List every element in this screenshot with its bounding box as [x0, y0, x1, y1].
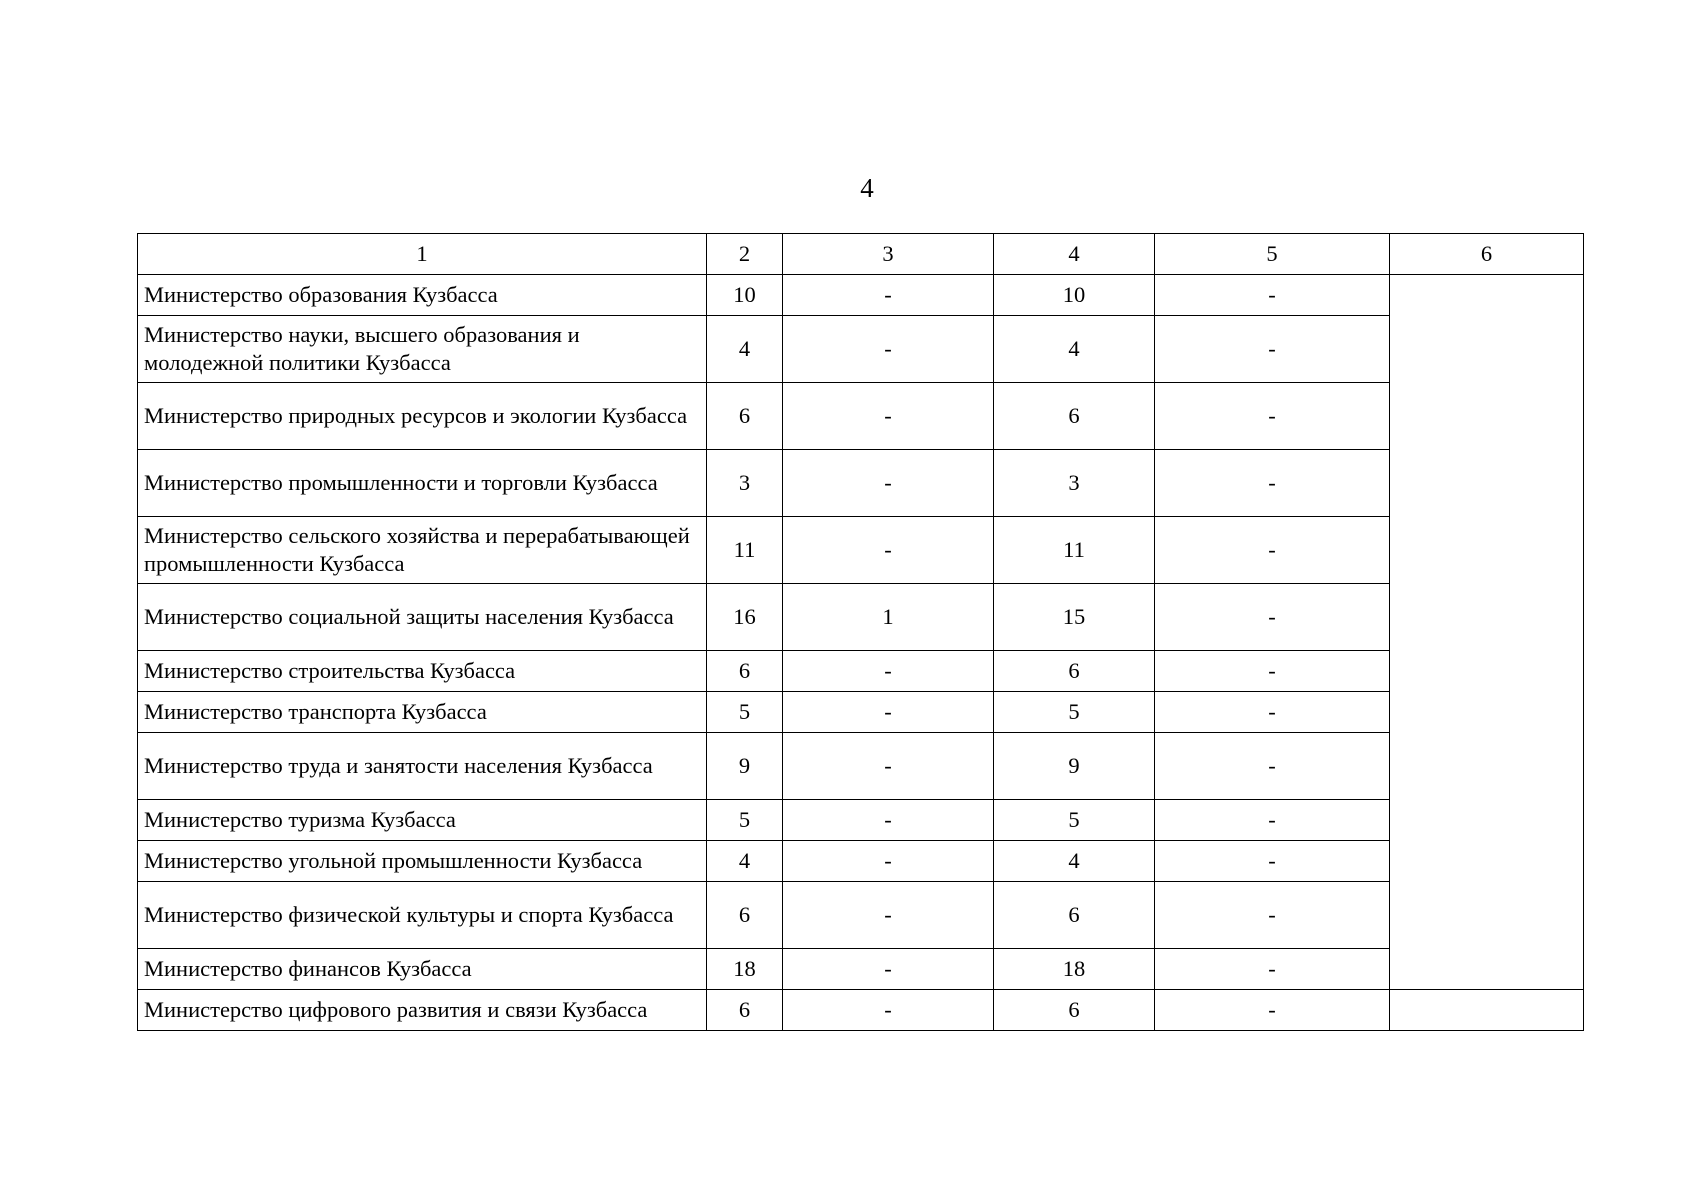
col2-value: 16: [707, 584, 783, 651]
col5-value: -: [1155, 949, 1390, 990]
col3-value: -: [783, 517, 994, 584]
header-cell: 5: [1155, 234, 1390, 275]
ministry-name: Министерство природных ресурсов и экологии Кузбасса: [138, 383, 707, 450]
col3-value: -: [783, 882, 994, 949]
col3-value: -: [783, 733, 994, 800]
col5-value: -: [1155, 316, 1390, 383]
col5-value: -: [1155, 990, 1390, 1031]
col2-value: 10: [707, 275, 783, 316]
col4-value: 18: [994, 949, 1155, 990]
ministry-name: Министерство физической культуры и спорта Кузбасса: [138, 882, 707, 949]
col2-value: 4: [707, 841, 783, 882]
col5-value: -: [1155, 651, 1390, 692]
col2-value: 9: [707, 733, 783, 800]
col6-cell: [1390, 990, 1584, 1031]
col3-value: -: [783, 383, 994, 450]
col5-value: -: [1155, 450, 1390, 517]
ministry-name: Министерство финансов Кузбасса: [138, 949, 707, 990]
header-cell: 4: [994, 234, 1155, 275]
col3-value: -: [783, 841, 994, 882]
col5-value: -: [1155, 584, 1390, 651]
col3-value: -: [783, 949, 994, 990]
ministry-name: Министерство цифрового развития и связи Кузбасса: [138, 990, 707, 1031]
ministry-name: Министерство социальной защиты населения Кузбасса: [138, 584, 707, 651]
col3-value: -: [783, 692, 994, 733]
col4-value: 4: [994, 841, 1155, 882]
col3-value: -: [783, 450, 994, 517]
col2-value: 6: [707, 882, 783, 949]
ministry-name: Министерство науки, высшего образования и молодежной политики Кузбасса: [138, 316, 707, 383]
col4-value: 3: [994, 450, 1155, 517]
col4-value: 4: [994, 316, 1155, 383]
header-cell: 3: [783, 234, 994, 275]
col5-value: -: [1155, 733, 1390, 800]
ministry-name: Министерство сельского хозяйства и перерабатывающей промышленности Кузбасса: [138, 517, 707, 584]
col3-value: -: [783, 275, 994, 316]
col5-value: -: [1155, 383, 1390, 450]
ministry-name: Министерство строительства Кузбасса: [138, 651, 707, 692]
col2-value: 4: [707, 316, 783, 383]
table-row: [138, 841, 1584, 882]
table-row: [138, 882, 1584, 949]
table-row: [138, 733, 1584, 800]
header-cell: 1: [138, 234, 707, 275]
ministry-name: Министерство труда и занятости населения Кузбасса: [138, 733, 707, 800]
col5-value: -: [1155, 275, 1390, 316]
col4-value: 5: [994, 800, 1155, 841]
col2-value: 6: [707, 383, 783, 450]
page-number: 4: [860, 173, 874, 203]
col5-value: -: [1155, 800, 1390, 841]
ministry-name: Министерство туризма Кузбасса: [138, 800, 707, 841]
col3-value: -: [783, 990, 994, 1031]
header-cell: 2: [707, 234, 783, 275]
col3-value: 1: [783, 584, 994, 651]
ministry-name: Министерство промышленности и торговли Кузбасса: [138, 450, 707, 517]
col4-value: 10: [994, 275, 1155, 316]
col5-value: -: [1155, 882, 1390, 949]
col5-value: -: [1155, 692, 1390, 733]
table-row: [138, 316, 1584, 383]
table-row: [138, 692, 1584, 733]
col2-value: 5: [707, 800, 783, 841]
col5-value: -: [1155, 517, 1390, 584]
col4-value: 5: [994, 692, 1155, 733]
col5-value: -: [1155, 841, 1390, 882]
col2-value: 18: [707, 949, 783, 990]
ministry-name: Министерство образования Кузбасса: [138, 275, 707, 316]
col2-value: 6: [707, 651, 783, 692]
col4-value: 6: [994, 990, 1155, 1031]
table-row: [138, 949, 1584, 990]
col4-value: 6: [994, 651, 1155, 692]
col4-value: 11: [994, 517, 1155, 584]
ministry-name: Министерство транспорта Кузбасса: [138, 692, 707, 733]
col2-value: 11: [707, 517, 783, 584]
staffing-table: [137, 233, 1584, 1031]
table-row: [138, 517, 1584, 584]
col2-value: 3: [707, 450, 783, 517]
col4-value: 9: [994, 733, 1155, 800]
col3-value: -: [783, 800, 994, 841]
table-row: [138, 584, 1584, 651]
col2-value: 5: [707, 692, 783, 733]
col4-value: 6: [994, 383, 1155, 450]
col2-value: 6: [707, 990, 783, 1031]
table-row: [138, 275, 1584, 316]
table-row: [138, 383, 1584, 450]
header-row: [138, 234, 1584, 275]
table-row: [138, 990, 1584, 1031]
col4-value: 6: [994, 882, 1155, 949]
table-row: [138, 800, 1584, 841]
table-row: [138, 651, 1584, 692]
ministry-name: Министерство угольной промышленности Кузбасса: [138, 841, 707, 882]
col6-merged-cell: [1390, 275, 1584, 990]
col4-value: 15: [994, 584, 1155, 651]
header-cell: 6: [1390, 234, 1584, 275]
table-row: [138, 450, 1584, 517]
col3-value: -: [783, 316, 994, 383]
col3-value: -: [783, 651, 994, 692]
